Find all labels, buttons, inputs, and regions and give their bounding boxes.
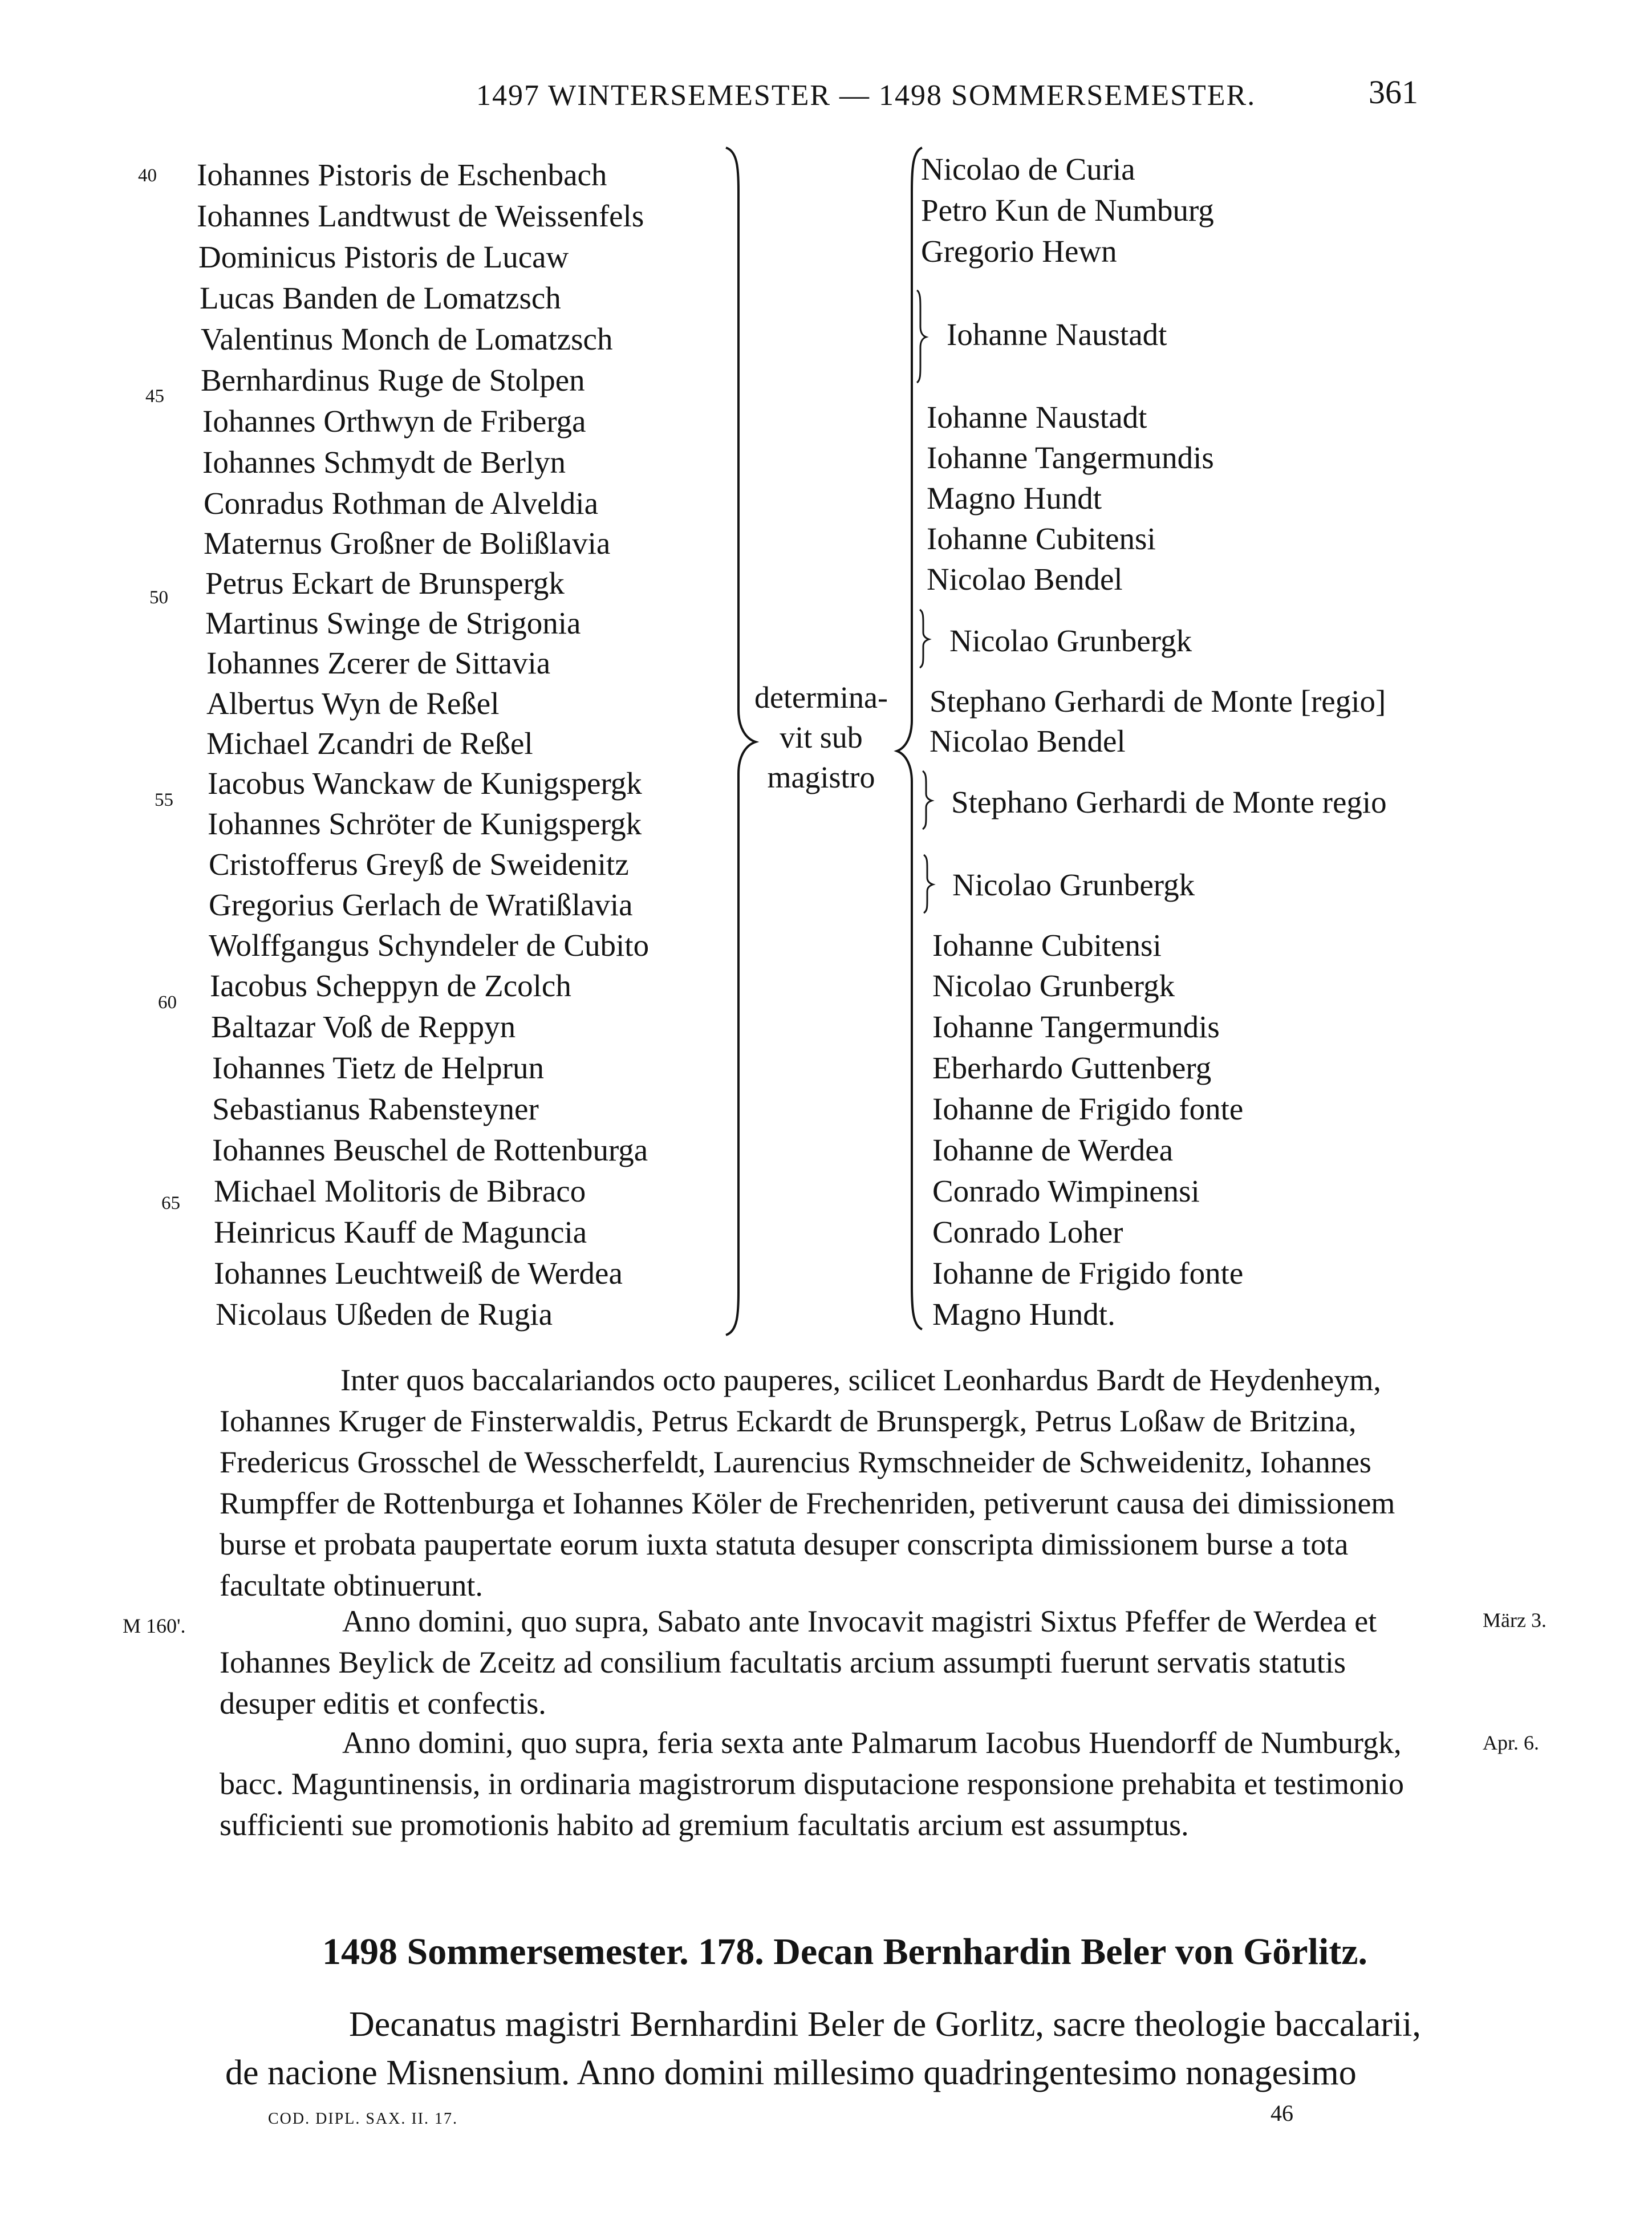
student-name: Iohannes Pistoris de Eschenbach	[197, 157, 607, 192]
student-name: Cristofferus Greyß de Sweidenitz	[209, 847, 629, 882]
student-name: Lucas Banden de Lomatzsch	[200, 281, 561, 315]
student-name: Nicolaus Ußeden de Rugia	[216, 1297, 553, 1332]
page-number: 361	[1369, 74, 1418, 111]
line-number: 60	[158, 992, 177, 1013]
student-name: Iohannes Landtwust de Weissenfels	[197, 198, 644, 233]
magister-name: Nicolao Grunbergk	[932, 968, 1175, 1003]
paragraph-line: Fredericus Grosschel de Wesscherfeldt, Laurencius Rymschneider de Schweidenitz, Iohannes	[220, 1445, 1371, 1479]
student-name: Dominicus Pistoris de Lucaw	[198, 240, 569, 274]
magister-name: Conrado Wimpinensi	[932, 1174, 1200, 1208]
student-name: Maternus Großner de Bolißlavia	[204, 526, 611, 561]
margin-reference: M 160'.	[123, 1614, 186, 1637]
student-name: Bernhardinus Ruge de Stolpen	[201, 363, 585, 397]
magister-name: Nicolao Bendel	[927, 562, 1123, 596]
magister-name: Iohanne de Werdea	[932, 1133, 1174, 1167]
magister-name: Iohanne Cubitensi	[932, 928, 1162, 963]
magister-name: Petro Kun de Numburg	[921, 193, 1214, 228]
student-name: Martinus Swinge de Strigonia	[205, 606, 581, 640]
running-title: 1497 WINTERSEMESTER — 1498 SOMMERSEMESTER.	[476, 79, 1256, 112]
student-name: Iohannes Zcerer de Sittavia	[206, 646, 551, 680]
student-name: Iohannes Beuschel de Rottenburga	[212, 1133, 648, 1167]
student-name: Heinricus Kauff de Maguncia	[214, 1215, 587, 1249]
magister-name: Magno Hundt	[927, 481, 1102, 516]
paragraph-line: burse et probata paupertate eorum iuxta statuta desuper conscripta dimissionem burse a tota	[220, 1527, 1349, 1561]
paragraph-line: sufficienti sue promotionis habito ad gremium facultatis arcium est assumptus.	[220, 1808, 1189, 1842]
paragraph-line: facultate obtinuerunt.	[220, 1568, 483, 1602]
small-brace	[912, 288, 929, 385]
student-name: Petrus Eckart de Brunspergk	[205, 566, 565, 600]
section-heading: 1498 Sommersemester. 178. Decan Bernhardin Beler von Görlitz.	[322, 1931, 1368, 1973]
paragraph-line: bacc. Maguntinensis, in ordinaria magistrorum disputacione responsione prehabita et testimonio	[220, 1767, 1404, 1801]
small-brace	[918, 769, 935, 833]
line-number: 55	[155, 790, 173, 810]
margin-date: März 3.	[1483, 1609, 1547, 1632]
magister-name: Nicolao de Curia	[921, 152, 1135, 186]
student-name: Baltazar Voß de Reppyn	[211, 1009, 516, 1044]
margin-date: Apr. 6.	[1483, 1731, 1539, 1754]
paragraph-line: Iohannes Kruger de Finsterwaldis, Petrus Eckardt de Brunspergk, Petrus Loßaw de Britzina,	[220, 1404, 1357, 1438]
student-name: Michael Molitoris de Bibraco	[214, 1174, 586, 1208]
student-name: Wolffgangus Schyndeler de Cubito	[209, 928, 650, 963]
magister-name: Iohanne Naustadt	[947, 317, 1167, 352]
magister-name: Nicolao Grunbergk	[949, 623, 1192, 658]
magister-name: Nicolao Grunbergk	[952, 867, 1195, 902]
magister-name: Eberhardo Guttenberg	[932, 1050, 1212, 1085]
student-name: Iohannes Orthwyn de Friberga	[202, 404, 586, 439]
paragraph-line: Iohannes Beylick de Zceitz ad consilium facultatis arcium assumpti fuerunt servatis statutis	[220, 1645, 1346, 1679]
line-number: 50	[149, 587, 168, 608]
student-name: Valentinus Monch de Lomatzsch	[201, 322, 613, 356]
magister-name: Iohanne de Frigido fonte	[932, 1091, 1244, 1126]
note-line: determina-	[754, 680, 888, 715]
student-name: Iacobus Scheppyn de Zcolch	[210, 968, 571, 1003]
note-line: vit sub	[780, 720, 863, 754]
student-name: Iohannes Leuchtweiß de Werdea	[214, 1256, 623, 1291]
signature-mark: COD. DIPL. SAX. II. 17.	[268, 2110, 458, 2128]
magister-name: Iohanne de Frigido fonte	[932, 1256, 1244, 1291]
student-name: Conradus Rothman de Alveldia	[204, 486, 598, 521]
magister-name: Stephano Gerhardi de Monte [regio]	[929, 684, 1386, 719]
student-name: Iohannes Schmydt de Berlyn	[202, 445, 566, 480]
small-brace	[919, 853, 936, 916]
student-name: Gregorius Gerlach de Wratißlavia	[209, 887, 633, 922]
paragraph-line: desuper editis et confectis.	[220, 1686, 546, 1720]
magister-name: Magno Hundt.	[932, 1297, 1115, 1332]
paragraph-line: Anno domini, quo supra, feria sexta ante Palmarum Iacobus Huendorff de Numburgk,	[342, 1726, 1402, 1760]
student-name: Sebastianus Rabensteyner	[212, 1091, 539, 1126]
line-number: 40	[138, 165, 157, 186]
magister-name: Nicolao Bendel	[929, 724, 1126, 758]
magister-name: Iohanne Tangermundis	[927, 440, 1214, 475]
paragraph-line: Anno domini, quo supra, Sabato ante Invocavit magistri Sixtus Pfeffer de Werdea et	[342, 1604, 1377, 1638]
paragraph-line: Rumpffer de Rottenburga et Iohannes Köler de Frechenriden, petiverunt causa dei dimissionem	[220, 1486, 1395, 1520]
line-number: 65	[161, 1193, 180, 1214]
student-name: Iacobus Wanckaw de Kunigspergk	[208, 766, 642, 801]
sheet-number: 46	[1271, 2100, 1293, 2126]
student-name: Albertus Wyn de Reßel	[206, 686, 500, 721]
magister-name: Iohanne Tangermundis	[932, 1009, 1220, 1044]
magister-name: Stephano Gerhardi de Monte regio	[951, 785, 1387, 819]
student-name: Iohannes Tietz de Helprun	[212, 1050, 544, 1085]
magister-name: Conrado Loher	[932, 1215, 1123, 1249]
paragraph-line: Inter quos baccalariandos octo pauperes, scilicet Leonhardus Bardt de Heydenheym,	[340, 1363, 1381, 1397]
magister-name: Iohanne Naustadt	[927, 400, 1147, 435]
student-name: Iohannes Schröter de Kunigspergk	[208, 806, 642, 841]
magister-name: Iohanne Cubitensi	[927, 521, 1156, 556]
decanatus-line: Decanatus magistri Bernhardini Beler de Gorlitz, sacre theologie baccalarii,	[349, 2005, 1421, 2044]
determinavit-note	[753, 677, 890, 797]
student-name: Michael Zcandri de Reßel	[206, 726, 533, 761]
line-number: 45	[145, 386, 164, 407]
decanatus-line: de nacione Misnensium. Anno domini millesimo quadringentesimo nonagesimo	[225, 2054, 1357, 2092]
note-line: magistro	[767, 760, 875, 794]
small-brace	[915, 607, 932, 670]
magister-name: Gregorio Hewn	[921, 234, 1117, 269]
